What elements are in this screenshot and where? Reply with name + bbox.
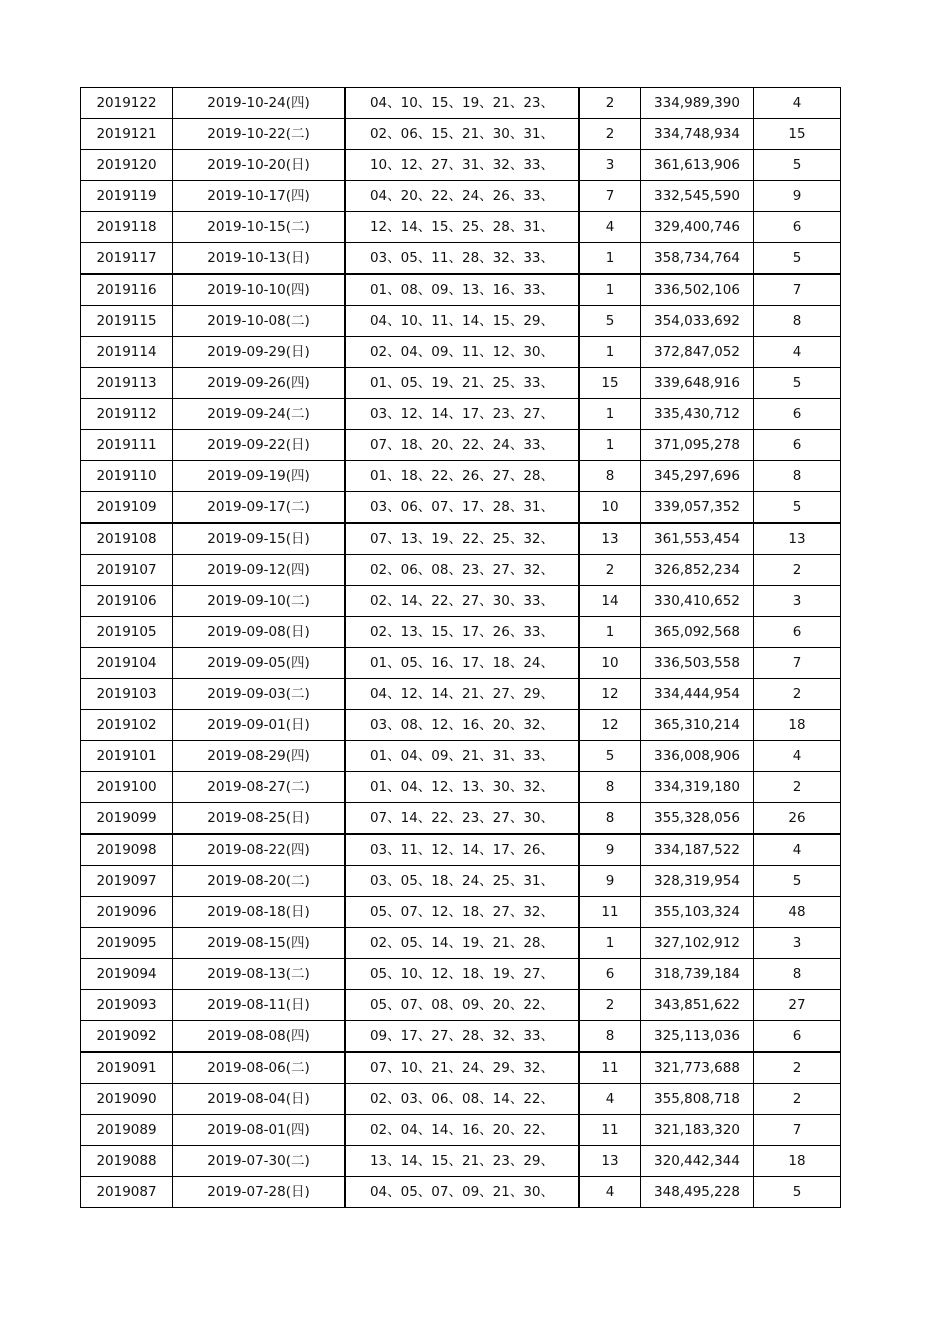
sales-amount-cell: 371,095,278: [641, 430, 754, 461]
table-row: [81, 274, 841, 306]
issue-number-cell: 2019092: [81, 1021, 173, 1053]
prize-count-cell: 6: [754, 430, 841, 461]
blue-ball-cell: 1: [579, 274, 641, 306]
blue-ball-cell: 15: [579, 368, 641, 399]
draw-date-cell: 2019-07-28(日): [173, 1177, 346, 1208]
prize-count-cell: 5: [754, 243, 841, 275]
blue-ball-cell: 1: [579, 430, 641, 461]
sales-amount-cell: 345,297,696: [641, 461, 754, 492]
table-row: [81, 430, 841, 461]
issue-number-cell: 2019095: [81, 928, 173, 959]
blue-ball-cell: 1: [579, 243, 641, 275]
table-row: [81, 679, 841, 710]
sales-amount-cell: 354,033,692: [641, 306, 754, 337]
blue-ball-cell: 14: [579, 586, 641, 617]
winning-numbers-cell: 02、05、14、19、21、28、: [345, 928, 579, 959]
table-row: [81, 181, 841, 212]
issue-number-cell: 2019105: [81, 617, 173, 648]
prize-count-cell: 8: [754, 461, 841, 492]
draw-date-cell: 2019-09-03(二): [173, 679, 346, 710]
winning-numbers-cell: 02、13、15、17、26、33、: [345, 617, 579, 648]
draw-date-cell: 2019-08-22(四): [173, 834, 346, 866]
blue-ball-cell: 6: [579, 959, 641, 990]
prize-count-cell: 6: [754, 399, 841, 430]
blue-ball-cell: 10: [579, 492, 641, 524]
draw-date-cell: 2019-08-06(二): [173, 1052, 346, 1084]
winning-numbers-cell: 04、05、07、09、21、30、: [345, 1177, 579, 1208]
prize-count-cell: 2: [754, 679, 841, 710]
winning-numbers-cell: 02、06、08、23、27、32、: [345, 555, 579, 586]
winning-numbers-cell: 02、04、14、16、20、22、: [345, 1115, 579, 1146]
blue-ball-cell: 1: [579, 928, 641, 959]
blue-ball-cell: 2: [579, 990, 641, 1021]
table-row: [81, 88, 841, 119]
table-row: [81, 1084, 841, 1115]
prize-count-cell: 2: [754, 1084, 841, 1115]
sales-amount-cell: 361,613,906: [641, 150, 754, 181]
draw-date-cell: 2019-09-12(四): [173, 555, 346, 586]
winning-numbers-cell: 02、06、15、21、30、31、: [345, 119, 579, 150]
winning-numbers-cell: 04、10、11、14、15、29、: [345, 306, 579, 337]
table-row: [81, 243, 841, 275]
blue-ball-cell: 2: [579, 88, 641, 119]
table-row: [81, 399, 841, 430]
blue-ball-cell: 4: [579, 212, 641, 243]
sales-amount-cell: 365,310,214: [641, 710, 754, 741]
winning-numbers-cell: 01、05、16、17、18、24、: [345, 648, 579, 679]
prize-count-cell: 3: [754, 928, 841, 959]
sales-amount-cell: 325,113,036: [641, 1021, 754, 1053]
issue-number-cell: 2019101: [81, 741, 173, 772]
winning-numbers-cell: 04、20、22、24、26、33、: [345, 181, 579, 212]
issue-number-cell: 2019107: [81, 555, 173, 586]
table-row: [81, 990, 841, 1021]
prize-count-cell: 4: [754, 337, 841, 368]
sales-amount-cell: 326,852,234: [641, 555, 754, 586]
prize-count-cell: 3: [754, 586, 841, 617]
blue-ball-cell: 13: [579, 523, 641, 555]
table-row: [81, 741, 841, 772]
sales-amount-cell: 329,400,746: [641, 212, 754, 243]
issue-number-cell: 2019121: [81, 119, 173, 150]
sales-amount-cell: 334,989,390: [641, 88, 754, 119]
winning-numbers-cell: 03、05、18、24、25、31、: [345, 866, 579, 897]
winning-numbers-cell: 07、10、21、24、29、32、: [345, 1052, 579, 1084]
draw-date-cell: 2019-09-05(四): [173, 648, 346, 679]
blue-ball-cell: 8: [579, 772, 641, 803]
prize-count-cell: 4: [754, 88, 841, 119]
prize-count-cell: 5: [754, 1177, 841, 1208]
winning-numbers-cell: 04、10、15、19、21、23、: [345, 88, 579, 119]
blue-ball-cell: 7: [579, 181, 641, 212]
prize-count-cell: 5: [754, 492, 841, 524]
table-row: [81, 306, 841, 337]
sales-amount-cell: 318,739,184: [641, 959, 754, 990]
issue-number-cell: 2019116: [81, 274, 173, 306]
winning-numbers-cell: 07、13、19、22、25、32、: [345, 523, 579, 555]
table-row: [81, 212, 841, 243]
issue-number-cell: 2019087: [81, 1177, 173, 1208]
sales-amount-cell: 336,503,558: [641, 648, 754, 679]
blue-ball-cell: 1: [579, 399, 641, 430]
table-row: [81, 772, 841, 803]
table-row: [81, 1146, 841, 1177]
sales-amount-cell: 336,008,906: [641, 741, 754, 772]
winning-numbers-cell: 01、05、19、21、25、33、: [345, 368, 579, 399]
blue-ball-cell: 9: [579, 866, 641, 897]
prize-count-cell: 26: [754, 803, 841, 835]
blue-ball-cell: 11: [579, 897, 641, 928]
draw-date-cell: 2019-08-04(日): [173, 1084, 346, 1115]
table-row: [81, 866, 841, 897]
table-row: [81, 710, 841, 741]
issue-number-cell: 2019109: [81, 492, 173, 524]
draw-date-cell: 2019-09-10(二): [173, 586, 346, 617]
table-row: [81, 150, 841, 181]
issue-number-cell: 2019111: [81, 430, 173, 461]
sales-amount-cell: 355,808,718: [641, 1084, 754, 1115]
issue-number-cell: 2019103: [81, 679, 173, 710]
prize-count-cell: 4: [754, 741, 841, 772]
table-row: [81, 586, 841, 617]
table-row: [81, 803, 841, 835]
table-row: [81, 1177, 841, 1208]
table-row: [81, 1021, 841, 1053]
prize-count-cell: 7: [754, 1115, 841, 1146]
winning-numbers-cell: 02、14、22、27、30、33、: [345, 586, 579, 617]
prize-count-cell: 48: [754, 897, 841, 928]
winning-numbers-cell: 12、14、15、25、28、31、: [345, 212, 579, 243]
sales-amount-cell: 334,748,934: [641, 119, 754, 150]
draw-date-cell: 2019-10-08(二): [173, 306, 346, 337]
draw-date-cell: 2019-08-08(四): [173, 1021, 346, 1053]
blue-ball-cell: 12: [579, 679, 641, 710]
issue-number-cell: 2019113: [81, 368, 173, 399]
prize-count-cell: 18: [754, 710, 841, 741]
sales-amount-cell: 365,092,568: [641, 617, 754, 648]
winning-numbers-cell: 07、14、22、23、27、30、: [345, 803, 579, 835]
draw-date-cell: 2019-10-24(四): [173, 88, 346, 119]
table-body: [81, 88, 841, 1208]
issue-number-cell: 2019115: [81, 306, 173, 337]
prize-count-cell: 15: [754, 119, 841, 150]
sales-amount-cell: 361,553,454: [641, 523, 754, 555]
sales-amount-cell: 327,102,912: [641, 928, 754, 959]
issue-number-cell: 2019097: [81, 866, 173, 897]
sales-amount-cell: 343,851,622: [641, 990, 754, 1021]
draw-date-cell: 2019-08-18(日): [173, 897, 346, 928]
prize-count-cell: 2: [754, 555, 841, 586]
winning-numbers-cell: 01、04、12、13、30、32、: [345, 772, 579, 803]
blue-ball-cell: 4: [579, 1084, 641, 1115]
draw-date-cell: 2019-10-10(四): [173, 274, 346, 306]
draw-date-cell: 2019-08-29(四): [173, 741, 346, 772]
table-row: [81, 1052, 841, 1084]
draw-date-cell: 2019-09-08(日): [173, 617, 346, 648]
prize-count-cell: 5: [754, 150, 841, 181]
issue-number-cell: 2019112: [81, 399, 173, 430]
sales-amount-cell: 330,410,652: [641, 586, 754, 617]
table-row: [81, 368, 841, 399]
winning-numbers-cell: 05、10、12、18、19、27、: [345, 959, 579, 990]
issue-number-cell: 2019114: [81, 337, 173, 368]
sales-amount-cell: 372,847,052: [641, 337, 754, 368]
winning-numbers-cell: 01、08、09、13、16、33、: [345, 274, 579, 306]
issue-number-cell: 2019093: [81, 990, 173, 1021]
blue-ball-cell: 2: [579, 119, 641, 150]
prize-count-cell: 8: [754, 959, 841, 990]
table-row: [81, 523, 841, 555]
winning-numbers-cell: 04、12、14、21、27、29、: [345, 679, 579, 710]
sales-amount-cell: 336,502,106: [641, 274, 754, 306]
draw-date-cell: 2019-07-30(二): [173, 1146, 346, 1177]
draw-date-cell: 2019-09-22(日): [173, 430, 346, 461]
document-page: [80, 87, 838, 1208]
prize-count-cell: 7: [754, 274, 841, 306]
blue-ball-cell: 1: [579, 617, 641, 648]
blue-ball-cell: 2: [579, 555, 641, 586]
draw-date-cell: 2019-09-17(二): [173, 492, 346, 524]
draw-date-cell: 2019-09-19(四): [173, 461, 346, 492]
issue-number-cell: 2019102: [81, 710, 173, 741]
sales-amount-cell: 358,734,764: [641, 243, 754, 275]
winning-numbers-cell: 07、18、20、22、24、33、: [345, 430, 579, 461]
table-row: [81, 337, 841, 368]
blue-ball-cell: 12: [579, 710, 641, 741]
sales-amount-cell: 321,183,320: [641, 1115, 754, 1146]
blue-ball-cell: 5: [579, 741, 641, 772]
sales-amount-cell: 348,495,228: [641, 1177, 754, 1208]
issue-number-cell: 2019099: [81, 803, 173, 835]
sales-amount-cell: 334,444,954: [641, 679, 754, 710]
draw-date-cell: 2019-08-13(二): [173, 959, 346, 990]
draw-date-cell: 2019-08-15(四): [173, 928, 346, 959]
draw-date-cell: 2019-08-11(日): [173, 990, 346, 1021]
issue-number-cell: 2019096: [81, 897, 173, 928]
issue-number-cell: 2019104: [81, 648, 173, 679]
issue-number-cell: 2019106: [81, 586, 173, 617]
table-row: [81, 959, 841, 990]
issue-number-cell: 2019090: [81, 1084, 173, 1115]
issue-number-cell: 2019108: [81, 523, 173, 555]
prize-count-cell: 2: [754, 1052, 841, 1084]
issue-number-cell: 2019091: [81, 1052, 173, 1084]
draw-date-cell: 2019-10-22(二): [173, 119, 346, 150]
sales-amount-cell: 335,430,712: [641, 399, 754, 430]
draw-date-cell: 2019-08-01(四): [173, 1115, 346, 1146]
winning-numbers-cell: 09、17、27、28、32、33、: [345, 1021, 579, 1053]
prize-count-cell: 7: [754, 648, 841, 679]
winning-numbers-cell: 05、07、08、09、20、22、: [345, 990, 579, 1021]
draw-date-cell: 2019-10-15(二): [173, 212, 346, 243]
blue-ball-cell: 4: [579, 1177, 641, 1208]
blue-ball-cell: 3: [579, 150, 641, 181]
draw-date-cell: 2019-09-26(四): [173, 368, 346, 399]
issue-number-cell: 2019098: [81, 834, 173, 866]
draw-date-cell: 2019-09-29(日): [173, 337, 346, 368]
prize-count-cell: 8: [754, 306, 841, 337]
blue-ball-cell: 8: [579, 461, 641, 492]
blue-ball-cell: 9: [579, 834, 641, 866]
sales-amount-cell: 339,648,916: [641, 368, 754, 399]
table-row: [81, 834, 841, 866]
blue-ball-cell: 11: [579, 1115, 641, 1146]
sales-amount-cell: 339,057,352: [641, 492, 754, 524]
winning-numbers-cell: 05、07、12、18、27、32、: [345, 897, 579, 928]
table-row: [81, 928, 841, 959]
draw-date-cell: 2019-09-24(二): [173, 399, 346, 430]
draw-date-cell: 2019-10-17(四): [173, 181, 346, 212]
blue-ball-cell: 8: [579, 1021, 641, 1053]
draw-date-cell: 2019-08-27(二): [173, 772, 346, 803]
draw-date-cell: 2019-10-13(日): [173, 243, 346, 275]
winning-numbers-cell: 02、04、09、11、12、30、: [345, 337, 579, 368]
winning-numbers-cell: 03、06、07、17、28、31、: [345, 492, 579, 524]
winning-numbers-cell: 03、11、12、14、17、26、: [345, 834, 579, 866]
winning-numbers-cell: 03、08、12、16、20、32、: [345, 710, 579, 741]
blue-ball-cell: 1: [579, 337, 641, 368]
issue-number-cell: 2019088: [81, 1146, 173, 1177]
sales-amount-cell: 332,545,590: [641, 181, 754, 212]
blue-ball-cell: 8: [579, 803, 641, 835]
prize-count-cell: 13: [754, 523, 841, 555]
sales-amount-cell: 334,319,180: [641, 772, 754, 803]
winning-numbers-cell: 02、03、06、08、14、22、: [345, 1084, 579, 1115]
draw-date-cell: 2019-09-15(日): [173, 523, 346, 555]
issue-number-cell: 2019118: [81, 212, 173, 243]
winning-numbers-cell: 13、14、15、21、23、29、: [345, 1146, 579, 1177]
sales-amount-cell: 328,319,954: [641, 866, 754, 897]
table-row: [81, 555, 841, 586]
issue-number-cell: 2019120: [81, 150, 173, 181]
draw-date-cell: 2019-09-01(日): [173, 710, 346, 741]
draw-date-cell: 2019-10-20(日): [173, 150, 346, 181]
sales-amount-cell: 355,328,056: [641, 803, 754, 835]
blue-ball-cell: 5: [579, 306, 641, 337]
sales-amount-cell: 334,187,522: [641, 834, 754, 866]
prize-count-cell: 6: [754, 212, 841, 243]
table-row: [81, 648, 841, 679]
sales-amount-cell: 320,442,344: [641, 1146, 754, 1177]
prize-count-cell: 5: [754, 368, 841, 399]
prize-count-cell: 4: [754, 834, 841, 866]
draw-date-cell: 2019-08-20(二): [173, 866, 346, 897]
table-row: [81, 119, 841, 150]
prize-count-cell: 5: [754, 866, 841, 897]
lottery-results-table: [80, 87, 841, 1208]
prize-count-cell: 6: [754, 1021, 841, 1053]
table-row: [81, 1115, 841, 1146]
prize-count-cell: 6: [754, 617, 841, 648]
sales-amount-cell: 355,103,324: [641, 897, 754, 928]
issue-number-cell: 2019100: [81, 772, 173, 803]
winning-numbers-cell: 01、04、09、21、31、33、: [345, 741, 579, 772]
table-row: [81, 461, 841, 492]
prize-count-cell: 2: [754, 772, 841, 803]
sales-amount-cell: 321,773,688: [641, 1052, 754, 1084]
winning-numbers-cell: 01、18、22、26、27、28、: [345, 461, 579, 492]
blue-ball-cell: 13: [579, 1146, 641, 1177]
issue-number-cell: 2019089: [81, 1115, 173, 1146]
table-row: [81, 897, 841, 928]
issue-number-cell: 2019094: [81, 959, 173, 990]
table-row: [81, 492, 841, 524]
prize-count-cell: 18: [754, 1146, 841, 1177]
table-row: [81, 617, 841, 648]
blue-ball-cell: 10: [579, 648, 641, 679]
issue-number-cell: 2019110: [81, 461, 173, 492]
draw-date-cell: 2019-08-25(日): [173, 803, 346, 835]
winning-numbers-cell: 10、12、27、31、32、33、: [345, 150, 579, 181]
prize-count-cell: 9: [754, 181, 841, 212]
issue-number-cell: 2019122: [81, 88, 173, 119]
winning-numbers-cell: 03、12、14、17、23、27、: [345, 399, 579, 430]
winning-numbers-cell: 03、05、11、28、32、33、: [345, 243, 579, 275]
prize-count-cell: 27: [754, 990, 841, 1021]
issue-number-cell: 2019119: [81, 181, 173, 212]
issue-number-cell: 2019117: [81, 243, 173, 275]
blue-ball-cell: 11: [579, 1052, 641, 1084]
